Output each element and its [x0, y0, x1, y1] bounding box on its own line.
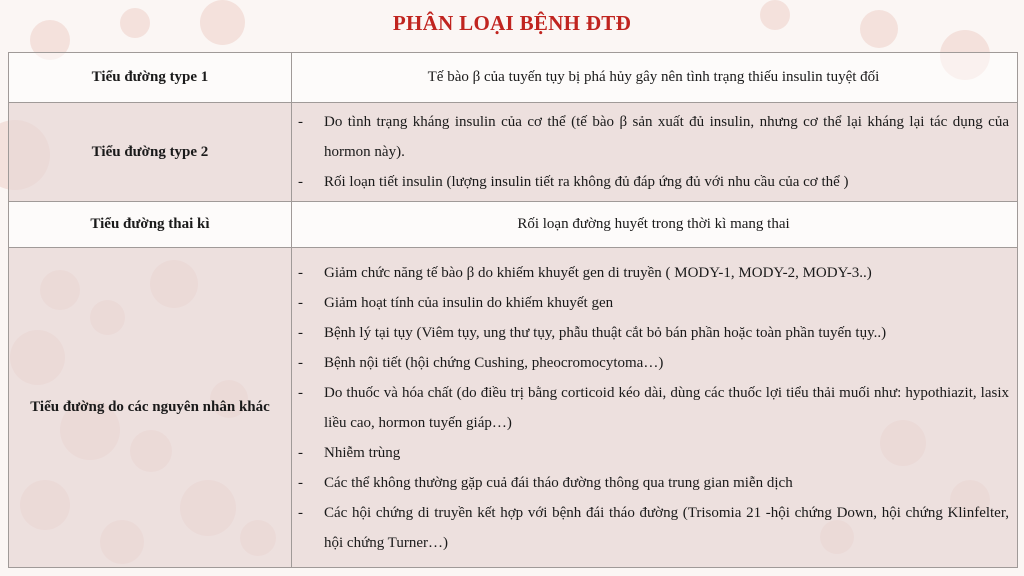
table-row: [9, 103, 1018, 202]
bullet-dash: -: [298, 354, 303, 371]
list-item-text: Nhiễm trùng: [324, 444, 401, 461]
list-item: [298, 107, 1009, 167]
bullet-dash: -: [298, 294, 303, 311]
list-item: [298, 438, 1009, 468]
list-item-text: Do thuốc và hóa chất (do điều trị bằng corticoid kéo dài, dùng các thuốc lợi tiểu thải muối như: hypothiazit, lasix liều cao, hormon tuyến giáp…): [324, 384, 1009, 431]
category-cell: Tiểu đường type 1: [9, 53, 292, 103]
list-item-text: Bệnh lý tại tụy (Viêm tụy, ung thư tụy, phẫu thuật cắt bỏ bán phần hoặc toàn phần tuyến tụy..): [324, 324, 887, 341]
bullet-dash: -: [298, 264, 303, 281]
table-row: [9, 248, 1018, 568]
list-item: [298, 348, 1009, 378]
bullet-dash: -: [298, 444, 303, 461]
description-list: [298, 103, 1009, 201]
bullet-dash: -: [298, 324, 303, 341]
list-item: [298, 288, 1009, 318]
list-item-text: Giảm hoạt tính của insulin do khiếm khuyết gen: [324, 294, 614, 311]
category-cell: Tiểu đường do các nguyên nhân khác: [9, 248, 292, 568]
list-item: [298, 498, 1009, 558]
page-title: PHÂN LOẠI BỆNH ĐTĐ: [392, 11, 632, 35]
list-item-text: Rối loạn tiết insulin (lượng insulin tiết ra không đủ đáp ứng đủ với nhu cầu của cơ thể ): [324, 174, 849, 190]
description-cell: Rối loạn đường huyết trong thời kì mang thai: [292, 202, 1018, 248]
category-cell: Tiểu đường type 2: [9, 103, 292, 202]
bullet-dash: -: [298, 504, 303, 521]
description-cell: [292, 103, 1018, 202]
list-item-text: Các hội chứng di truyền kết hợp với bệnh đái tháo đường (Trisomia 21 -hội chứng Down, hội chứng Klinfelter, hội chứng Turner…): [324, 504, 1009, 551]
list-item: [298, 378, 1009, 438]
table-row: [9, 202, 1018, 248]
list-item-text: Giảm chức năng tế bào β do khiếm khuyết gen di truyền ( MODY-1, MODY-2, MODY-3..): [324, 264, 872, 281]
list-item: [298, 468, 1009, 498]
category-cell: Tiểu đường thai kì: [9, 202, 292, 248]
description-cell: Tế bào β của tuyến tụy bị phá hủy gây nên tình trạng thiếu insulin tuyệt đối: [292, 53, 1018, 103]
list-item-text: Do tình trạng kháng insulin của cơ thể (tế bào β sản xuất đủ insulin, nhưng cơ thể lại kháng lại tác dụng của hormon này).: [324, 114, 1009, 160]
list-item: [298, 258, 1009, 288]
list-item: [298, 167, 1009, 197]
bullet-dash: -: [298, 174, 303, 190]
bullet-dash: -: [298, 474, 303, 491]
list-item: [298, 318, 1009, 348]
list-item-text: Các thể không thường gặp cuả đái tháo đường thông qua trung gian miễn dịch: [324, 474, 793, 491]
description-list: [298, 254, 1009, 562]
bullet-dash: -: [298, 114, 303, 130]
description-cell: [292, 248, 1018, 568]
table-row: [9, 53, 1018, 103]
list-item-text: Bệnh nội tiết (hội chứng Cushing, pheocromocytoma…): [324, 354, 664, 371]
bullet-dash: -: [298, 384, 303, 401]
classification-table: [8, 52, 1018, 568]
